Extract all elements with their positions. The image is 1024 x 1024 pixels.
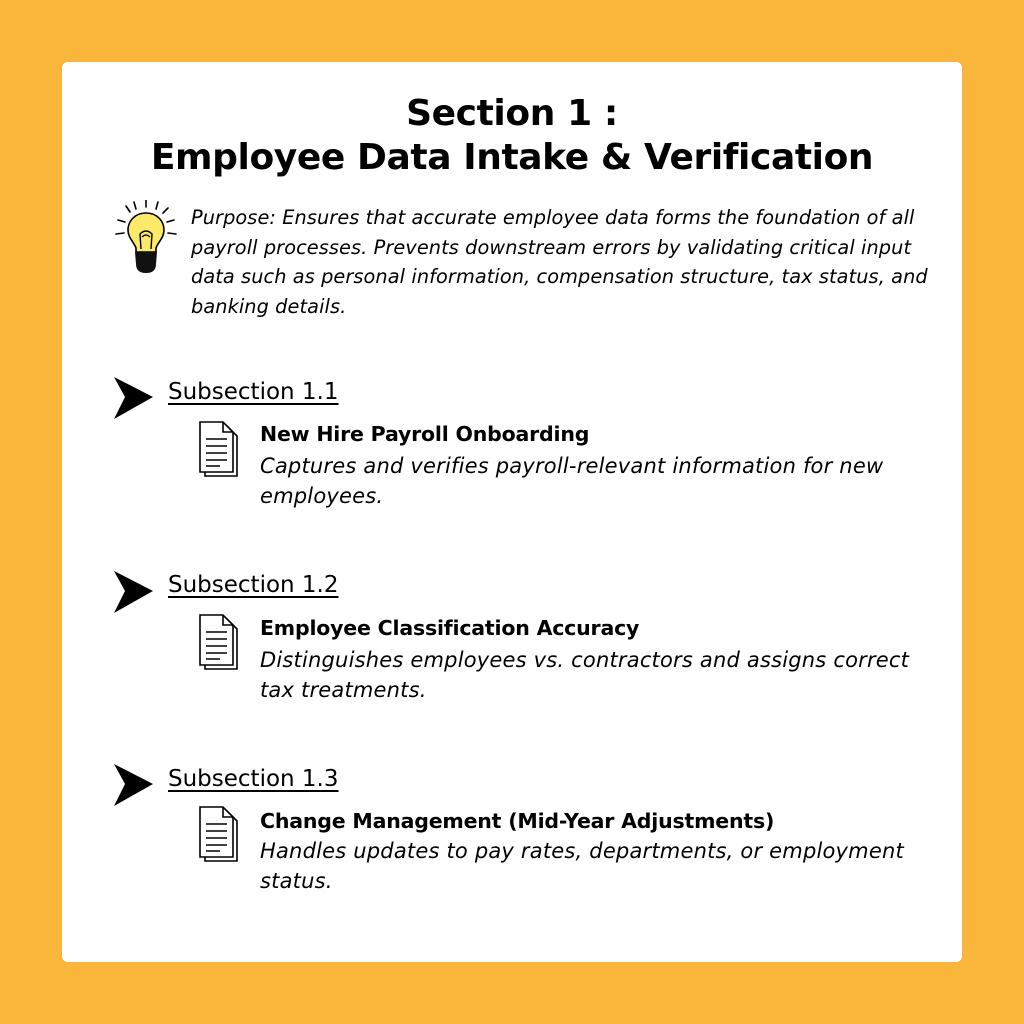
item-title: Change Management (Mid-Year Adjustments) [260, 809, 775, 833]
page-title [0, 92, 1024, 180]
subsection-heading: Subsection 1.2 [168, 572, 339, 598]
item-description: Distinguishes employees vs. contractors and assigns correct tax treatments. [260, 648, 910, 702]
item-description: Handles updates to pay rates, departments, or employment status. [260, 839, 904, 893]
subsection-heading: Subsection 1.1 [168, 379, 339, 405]
document-icon [196, 614, 246, 674]
item-title: New Hire Payroll Onboarding [260, 422, 590, 446]
arrow-icon [112, 763, 154, 807]
lightbulb-icon [112, 200, 184, 280]
document-icon [196, 421, 246, 481]
purpose-text: Purpose: Ensures that accurate employee data forms the foundation of all payroll processes. Prevents downstream errors by validating critical input data such as personal information, compensation structure, tax status, and banking details. [191, 206, 928, 318]
arrow-icon [112, 376, 154, 420]
item-description: Captures and verifies payroll-relevant information for new employees. [260, 454, 884, 508]
subsection-heading: Subsection 1.3 [168, 766, 339, 792]
document-icon [196, 806, 246, 866]
arrow-icon [112, 570, 154, 614]
title-line-2: Employee Data Intake & Verification [150, 137, 874, 178]
item-title: Employee Classification Accuracy [260, 616, 640, 640]
title-line-1: Section 1 : [406, 93, 618, 134]
